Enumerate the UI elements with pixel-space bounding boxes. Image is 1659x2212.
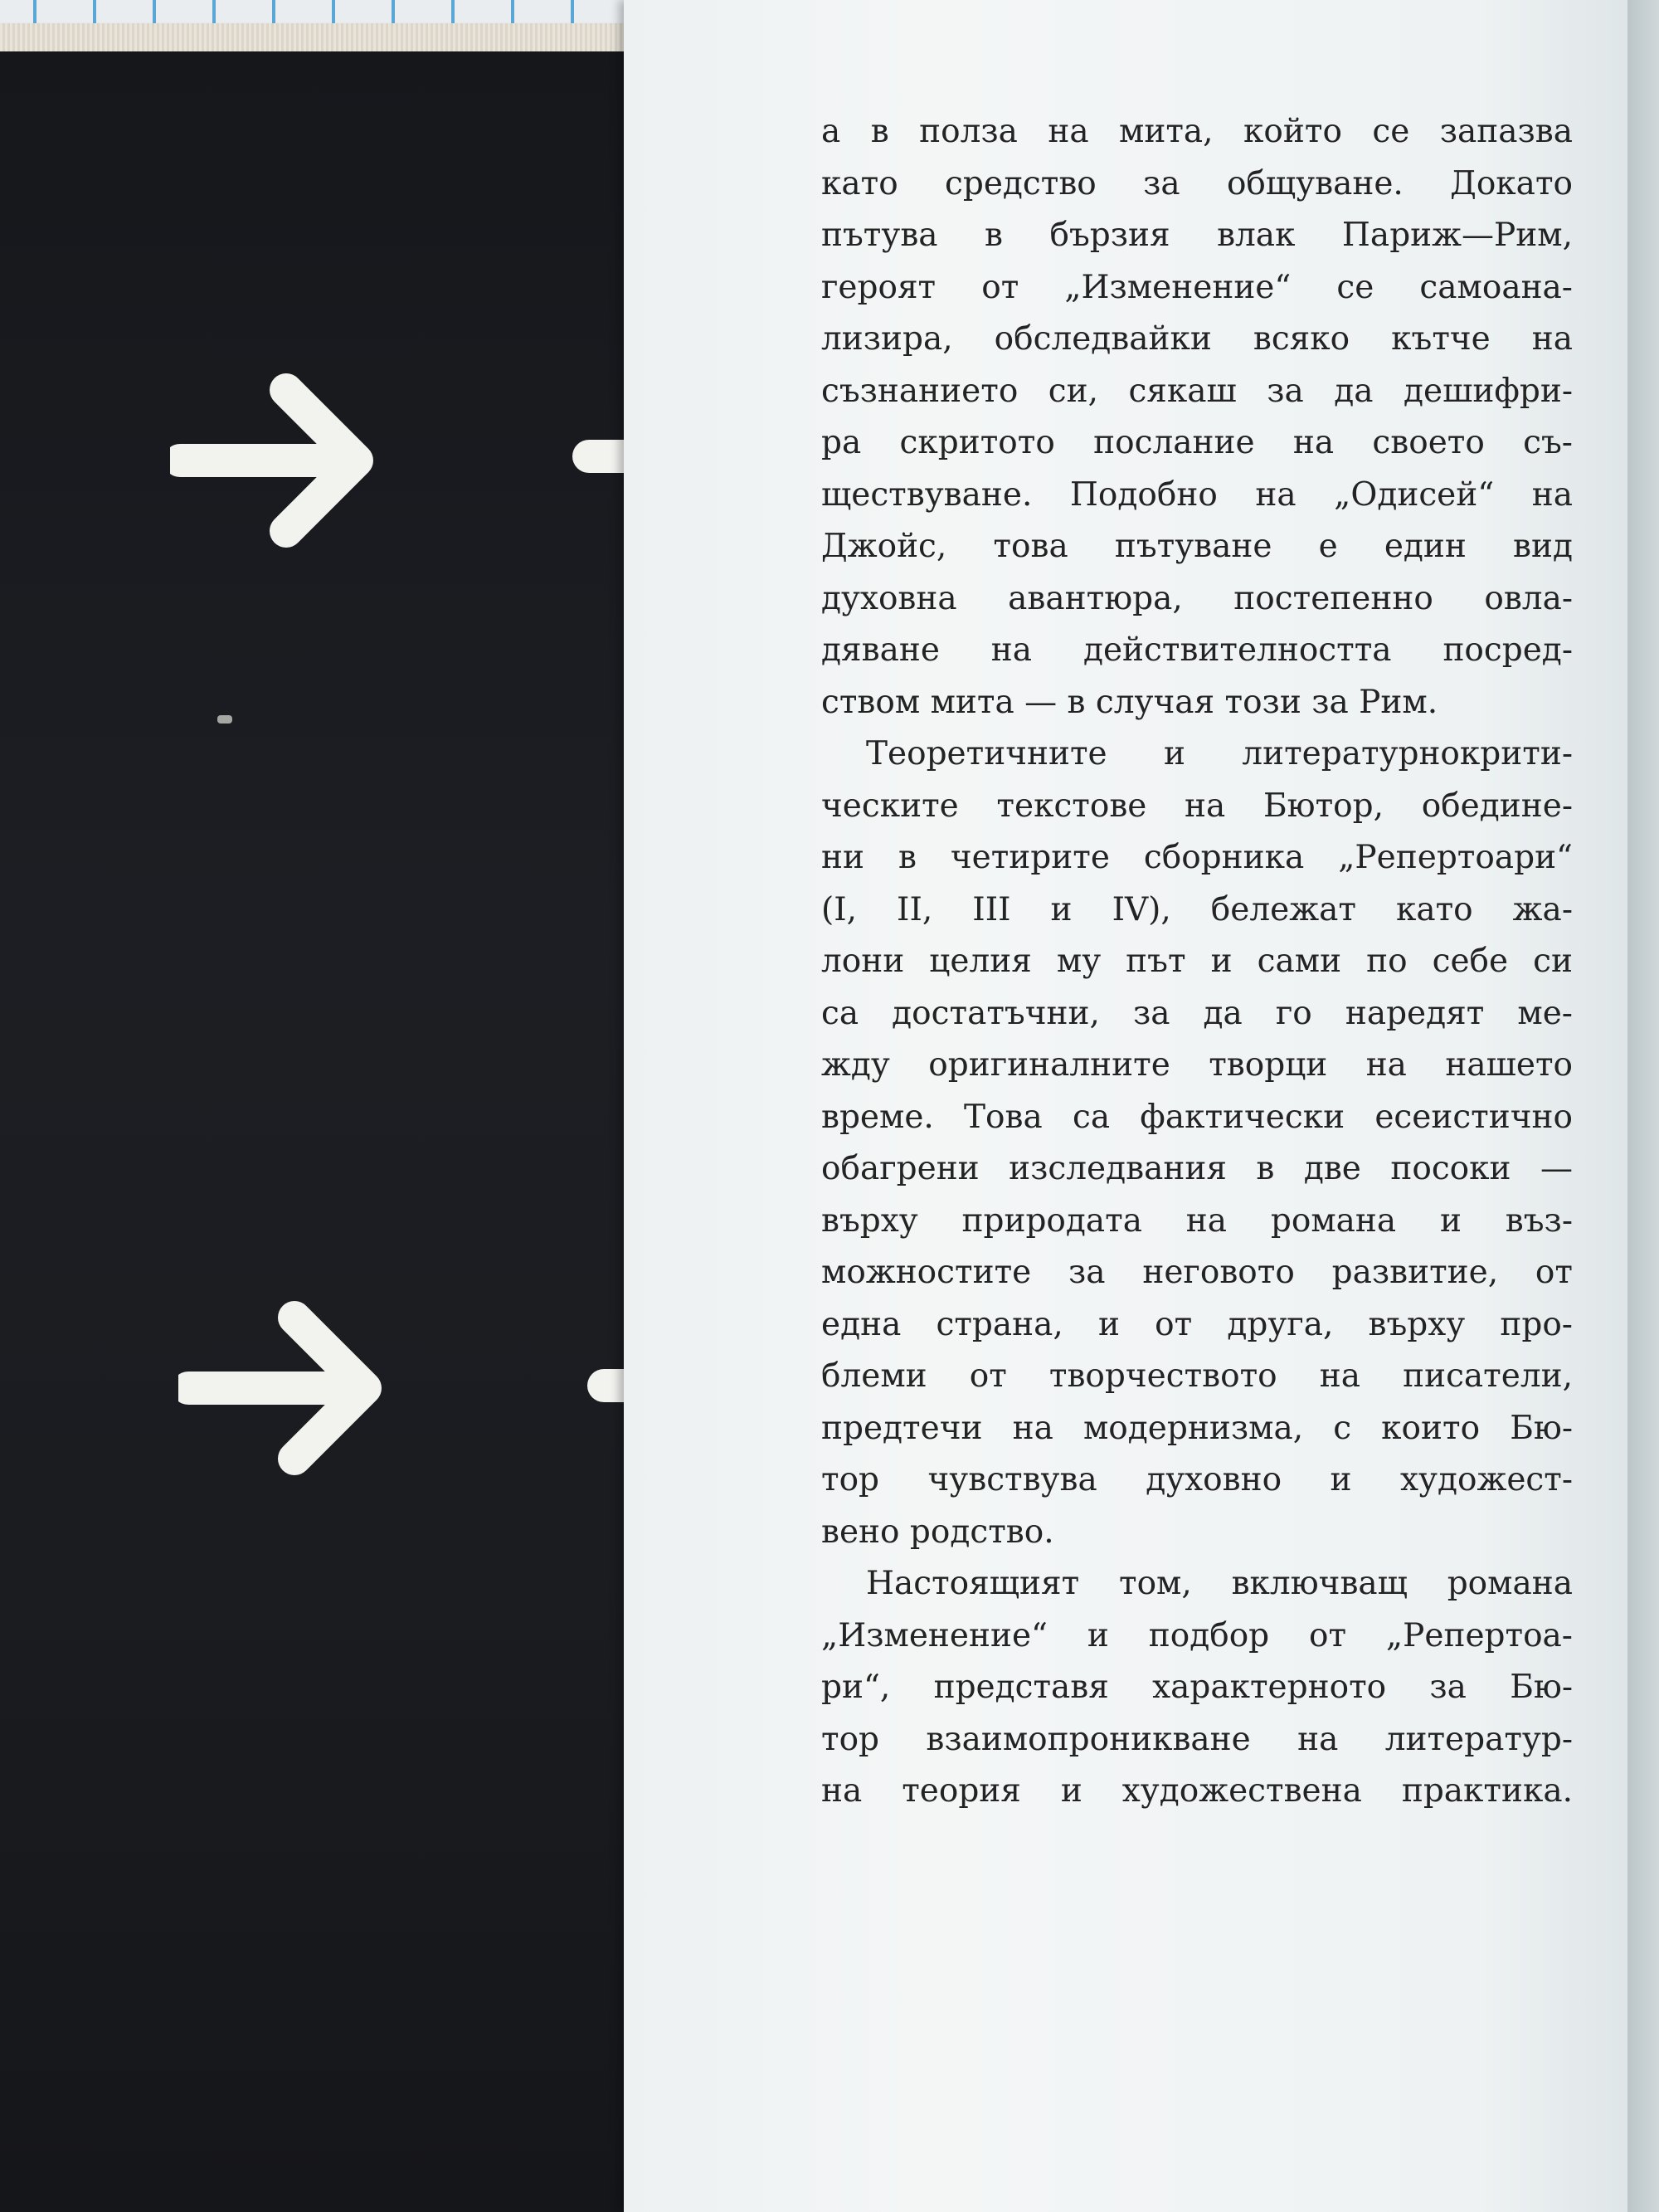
- text-line: като средство за общуване. Докато: [821, 164, 1573, 202]
- text-line: блеми от творчеството на писатели,: [821, 1357, 1573, 1395]
- text-line: а в полза на мита, който се запазва: [821, 113, 1573, 150]
- text-line: ни в четирите сборника „Репертоари“: [821, 839, 1573, 876]
- text-line: пътува в бързия влак Париж—Рим,: [821, 217, 1573, 254]
- arrow-right-icon: [170, 373, 386, 548]
- page-edge: [1627, 0, 1659, 2212]
- text-line: една страна, и от друга, върху про-: [821, 1305, 1573, 1343]
- text-line: (I, II, III и IV), бележат като жа-: [821, 890, 1573, 928]
- text-line: предтечи на модернизма, с които Бю-: [821, 1409, 1573, 1447]
- text-line: тор чувствува духовно и художест-: [821, 1461, 1573, 1498]
- text-line: лони целия му път и сами по себе си: [821, 943, 1573, 980]
- text-line: върху природата на романа и въз-: [821, 1201, 1573, 1240]
- text-line: вено родство.: [821, 1513, 1054, 1551]
- text-line: обагрени изследвания в две посоки —: [821, 1150, 1573, 1187]
- text-line: ри“, представя характерното за Бю-: [821, 1669, 1573, 1706]
- text-line: тор взаимопроникване на литератур-: [821, 1720, 1573, 1758]
- text-line: можностите за неговото развитие, от: [821, 1254, 1573, 1291]
- text-line: време. Това са фактически есеистично: [821, 1098, 1573, 1136]
- arrow-right-icon: [178, 1301, 394, 1475]
- text-line: героят от „Изменение“ се самоана-: [821, 268, 1573, 306]
- text-line: жду оригиналните творци на нашето: [821, 1046, 1573, 1084]
- text-line: дяване на действителността посред-: [821, 631, 1573, 669]
- text-line: ством мита — в случая този за Рим.: [821, 683, 1438, 721]
- text-line: „Изменение“ и подбор от „Репертоа-: [821, 1616, 1573, 1654]
- cover-speck: [217, 715, 232, 724]
- text-line: лизира, обследвайки всяко кътче на: [821, 320, 1573, 358]
- text-line: Настоящият том, включващ романа: [866, 1565, 1573, 1602]
- text-line: Теоретичните и литературнокрити-: [866, 735, 1573, 772]
- text-line: са достатъчни, за да го наредят ме-: [821, 994, 1573, 1032]
- body-text: [821, 106, 1573, 1818]
- text-line: ра скритото послание на своето съ-: [821, 424, 1573, 461]
- text-line: съзнанието си, сякаш за да дешифри-: [821, 372, 1573, 410]
- text-line: духовна авантюра, постепенно овла-: [821, 579, 1573, 617]
- text-line: на теория и художествена практика.: [821, 1772, 1573, 1810]
- text-line: ческите текстове на Бютор, обедине-: [821, 787, 1573, 825]
- text-line: ществуване. Подобно на „Одисей“ на: [821, 475, 1573, 514]
- text-line: Джойс, това пътуване е един вид: [821, 528, 1573, 565]
